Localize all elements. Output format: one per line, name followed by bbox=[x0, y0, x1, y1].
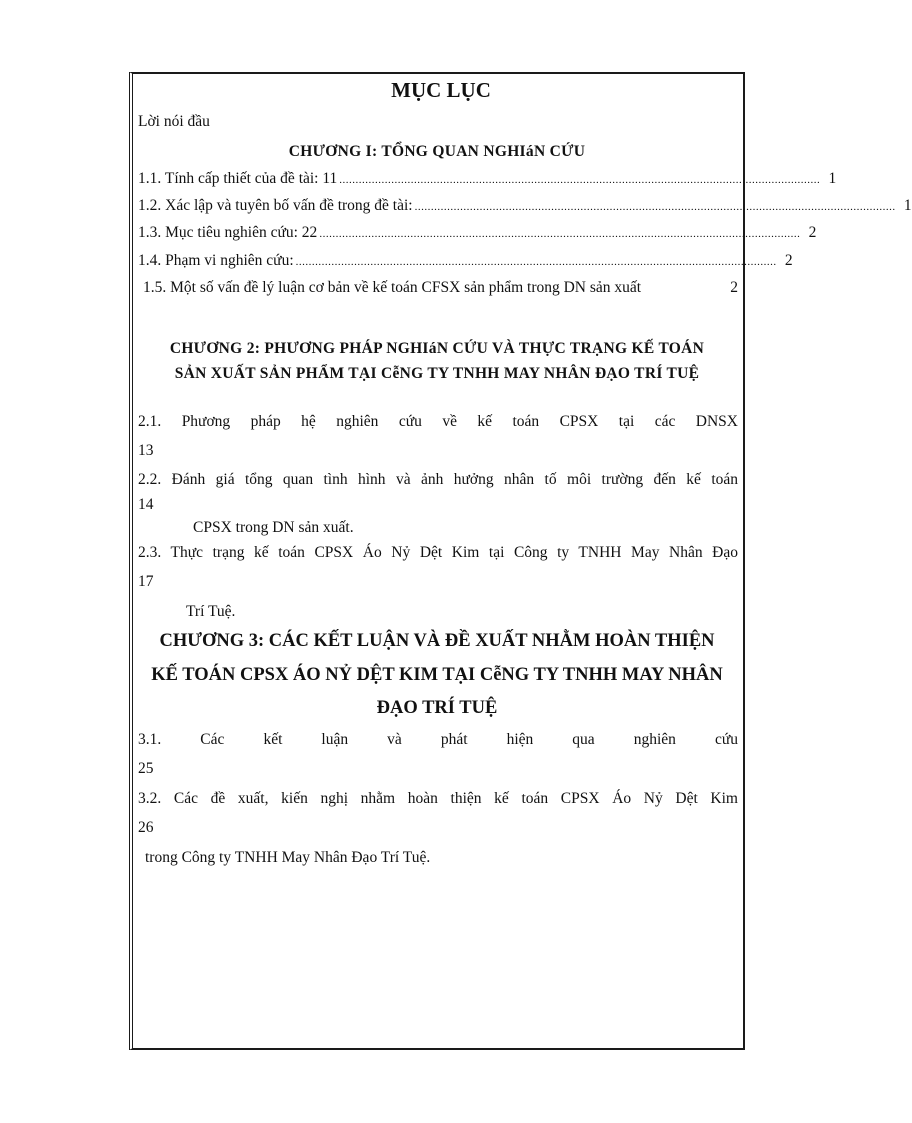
toc-entry-3-2: 3.2. Các đề xuất, kiến nghị nhằm hoàn thiện kế toán CPSX Áo Nỷ Dệt Kim bbox=[138, 790, 738, 807]
toc-entry-2-1: 2.1. Phương pháp hệ nghiên cứu về kế toán CPSX tại các DNSX bbox=[138, 413, 738, 430]
toc-entry-1-4: 1.4. Phạm vi nghiên cứu: .................................................................................................................................................... 2 bbox=[138, 251, 738, 272]
toc-entry-2-2-page: 14 bbox=[138, 496, 154, 513]
chapter2-heading-line2: SẢN XUẤT SẢN PHẨM TẠI CễNG TY TNHH MAY NHÂN ĐẠO TRÍ TUỆ bbox=[174, 365, 700, 382]
toc-frame bbox=[129, 72, 912, 1050]
chapter1-heading: CHƯƠNG I: TỔNG QUAN NGHIáN CỨU bbox=[288, 143, 586, 160]
chapter3-heading-line3: ĐẠO TRÍ TUỆ bbox=[376, 698, 498, 718]
toc-entry-2-1-page: 13 bbox=[138, 442, 154, 459]
chapter3-heading-line1: CHƯƠNG 3: CÁC KẾT LUẬN VÀ ĐỀ XUẤT NHẰM HOÀN THIỆN bbox=[159, 631, 715, 651]
toc-entry-1-5: 1.5. Một số vấn đề lý luận cơ bản về kế toán CFSX sản phẩm trong DN sản xuất 2 bbox=[143, 279, 738, 296]
toc-entry-2-2-cont: CPSX trong DN sản xuất. bbox=[193, 519, 354, 536]
toc-entry-3-1-page: 25 bbox=[138, 760, 154, 777]
toc-entry-2-2: 2.2. Đánh giá tổng quan tình hình và ảnh hưởng nhân tố môi trường đến kế toán bbox=[138, 471, 738, 488]
toc-entry-1-1: 1.1. Tính cấp thiết của đề tài: 11 .................................................................................................................................................... 1 bbox=[138, 169, 738, 190]
toc-entry-3-2-cont: trong Công ty TNHH May Nhân Đạo Trí Tuệ. bbox=[145, 849, 431, 866]
leader-dots: .................................................................................................................................................... bbox=[319, 228, 801, 240]
leader-dots: .................................................................................................................................................... bbox=[339, 174, 821, 186]
toc-entry-2-3: 2.3. Thực trạng kế toán CPSX Áo Nỷ Dệt Kim tại Công ty TNHH May Nhân Đạo bbox=[138, 544, 738, 561]
toc-title: MỤC LỤC bbox=[391, 78, 491, 102]
toc-entry-2-3-cont: Trí Tuệ. bbox=[186, 603, 236, 620]
leader-dots: .................................................................................................................................................... bbox=[295, 256, 777, 268]
toc-entry-1-2: 1.2. Xác lập và tuyên bố vấn đề trong đề tài: .................................................................................................................................................... 1 bbox=[138, 196, 738, 217]
leader-dots: .................................................................................................................................................... bbox=[414, 201, 896, 213]
toc-entry-2-3-page: 17 bbox=[138, 573, 154, 590]
preface-entry: Lời nói đầu bbox=[138, 113, 210, 130]
chapter3-heading-line2: KẾ TOÁN CPSX ÁO NỶ DỆT KIM TẠI CễNG TY TNHH MAY NHÂN bbox=[151, 665, 723, 685]
chapter2-heading-line1: CHƯƠNG 2: PHƯƠNG PHÁP NGHIáN CỨU VÀ THỰC TRẠNG KẾ TOÁN bbox=[169, 340, 705, 357]
toc-entry-3-1: 3.1. Các kết luận và phát hiện qua nghiên cứu bbox=[138, 731, 738, 748]
toc-entry-1-3: 1.3. Mục tiêu nghiên cứu: 22 .................................................................................................................................................... 2 bbox=[138, 223, 738, 244]
toc-entry-3-2-page: 26 bbox=[138, 819, 154, 836]
